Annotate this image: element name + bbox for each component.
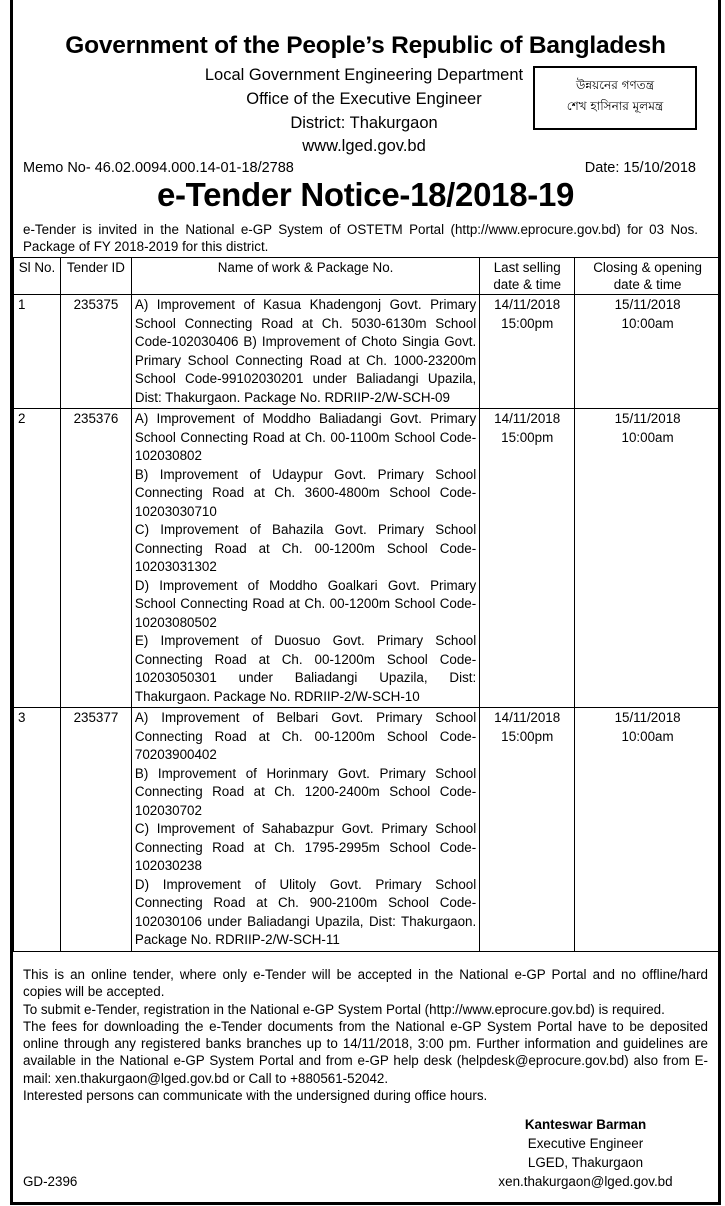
footer-note-2: To submit e-Tender, registration in the National e-GP System Portal (http://www.eprocure.gov.bd) is required. xyxy=(23,1001,665,1017)
closing-time: 10:00am xyxy=(621,728,674,744)
stamp-line-2: শেখ হাসিনার মূলমন্ত্র xyxy=(566,99,664,113)
signatory-designation: Executive Engineer xyxy=(527,1136,644,1151)
row-work xyxy=(131,409,479,708)
row-sl: 2 xyxy=(14,409,61,708)
row-closing xyxy=(575,409,721,708)
work-item: C) Improvement of Sahabazpur Govt. Primary School Connecting Road at Ch. 1795-2995m School Code-102030238 xyxy=(134,821,477,873)
table-row xyxy=(14,295,721,409)
row-tender-id: 235376 xyxy=(60,409,131,708)
footer-note-4: Interested persons can communicate with the undersigned during office hours. xyxy=(23,1088,488,1104)
gd-code: GD-2396 xyxy=(23,1174,78,1189)
work-item: C) Improvement of Bahazila Govt. Primary School Connecting Road at Ch. 00-1200m School Code-10203031302 xyxy=(134,522,477,574)
row-last-selling xyxy=(480,295,575,409)
header-last-selling: Last selling date & time xyxy=(480,258,575,295)
selling-date: 14/11/2018 xyxy=(494,710,561,725)
work-item: D) Improvement of Moddho Goalkari Govt. Primary School Connecting Road at Ch. 00-1200m School Code-10203080502 xyxy=(134,577,477,630)
work-item: A) Improvement of Kasua Khadengonj Govt. Primary School Connecting Road at Ch. 5030-6130m School Code-102030406 B) Improvement of Choto Singia Govt. Primary School Connecting Road at Ch. 1000-23200m School Code-99102030201 under Baliadangi Upazila, Dist: Thakurgaon. Package No. RDRIIP-2/W-SCH-09 xyxy=(134,297,477,405)
header-work: Name of work & Package No. xyxy=(131,258,479,295)
header-sl: Sl No. xyxy=(14,258,61,295)
row-sl: 1 xyxy=(14,295,61,409)
signatory-name: Kanteswar Barman xyxy=(524,1117,647,1132)
government-title: Government of the People’s Republic of Bangladesh xyxy=(65,32,666,59)
closing-date: 15/11/2018 xyxy=(614,411,681,426)
tender-table xyxy=(13,257,721,952)
row-tender-id: 235377 xyxy=(60,708,131,952)
work-item: D) Improvement of Ulitoly Govt. Primary School Connecting Road at Ch. 900-2100m School Code-102030106 under Baliadangi Upazila, Dist: Thakurgaon. Package No. RDRIIP-2/W-SCH-11 xyxy=(134,876,477,947)
selling-date: 14/11/2018 xyxy=(494,411,561,426)
work-item: B) Improvement of Horinmary Govt. Primary School Connecting Road at Ch. 1200-2400m School Code-102030702 xyxy=(134,765,477,818)
work-item: B) Improvement of Udaypur Govt. Primary School Connecting Road at Ch. 3600-4800m School Code-10203030710 xyxy=(134,466,477,519)
footer-note-1: This is an online tender, where only e-Tender will be accepted in the National e-GP Portal and no offline/hard copies will be accepted. xyxy=(23,967,708,1000)
row-tender-id: 235375 xyxy=(60,295,131,409)
closing-date: 15/11/2018 xyxy=(614,710,681,725)
row-sl: 3 xyxy=(14,708,61,952)
slogan-stamp xyxy=(533,66,697,130)
closing-date: 15/11/2018 xyxy=(614,297,681,312)
stamp-line-1: উন্নয়নের গণতন্ত্র xyxy=(575,78,655,92)
signatory-email: xen.thakurgaon@lged.gov.bd xyxy=(498,1174,673,1189)
header-tender-id: Tender ID xyxy=(60,258,131,295)
signatory-office: LGED, Thakurgaon xyxy=(527,1155,644,1170)
header-closing: Closing & opening date & time xyxy=(575,258,721,295)
footer-note-3: The fees for downloading the e-Tender documents from the National e-GP System Portal have to be deposited online through any registered banks branches up to 14/11/2018, 3:00 pm. Further information and guidelines are available in the National e-GP System Portal and from e-GP help desk (helpdesk@eprocure.gov.bd) also from E-mail: xen.thakurgaon@lged.gov.bd or Call to +880561-52042. xyxy=(23,1018,708,1086)
selling-time: 15:00pm xyxy=(501,429,554,445)
row-work xyxy=(131,708,479,952)
row-last-selling xyxy=(480,409,575,708)
department-name: Local Government Engineering Department xyxy=(204,66,524,84)
footer-notes xyxy=(23,966,708,1104)
work-item: A) Improvement of Belbari Govt. Primary School Connecting Road at Ch. 00-1200m School Code-70203900402 xyxy=(134,710,477,762)
row-closing xyxy=(575,295,721,409)
table-header-row xyxy=(14,258,721,295)
row-closing xyxy=(575,708,721,952)
office-name: Office of the Executive Engineer xyxy=(246,90,482,108)
memo-date: Date: 15/10/2018 xyxy=(584,160,696,176)
table-row xyxy=(14,409,721,708)
memo-number: Memo No- 46.02.0094.000.14-01-18/2788 xyxy=(23,160,294,176)
intro-text: e-Tender is invited in the National e-GP System of OSTETM Portal (http://www.eprocure.gov.bd) for 03 Nos. Package of FY 2018-2019 for this district. xyxy=(23,222,698,254)
notice-page xyxy=(10,0,721,1205)
closing-time: 10:00am xyxy=(621,315,674,331)
row-work xyxy=(131,295,479,409)
work-item: A) Improvement of Moddho Baliadangi Govt. Primary School Connecting Road at Ch. 00-1100m School Code-102030802 xyxy=(134,411,477,463)
selling-date: 14/11/2018 xyxy=(494,297,561,312)
row-last-selling xyxy=(480,708,575,952)
website: www.lged.gov.bd xyxy=(302,137,426,155)
closing-time: 10:00am xyxy=(621,429,674,445)
selling-time: 15:00pm xyxy=(501,315,554,331)
district-name: District: Thakurgaon xyxy=(290,114,438,132)
selling-time: 15:00pm xyxy=(501,728,554,744)
table-row xyxy=(14,708,721,952)
notice-title: e-Tender Notice-18/2018-19 xyxy=(156,176,575,213)
work-item: E) Improvement of Duosuo Govt. Primary School Connecting Road at Ch. 00-1200m School Code-10203050301 under Baliadangi Upazila, Dist: Thakurgaon. Package No. RDRIIP-2/W-SCH-10 xyxy=(134,633,477,704)
